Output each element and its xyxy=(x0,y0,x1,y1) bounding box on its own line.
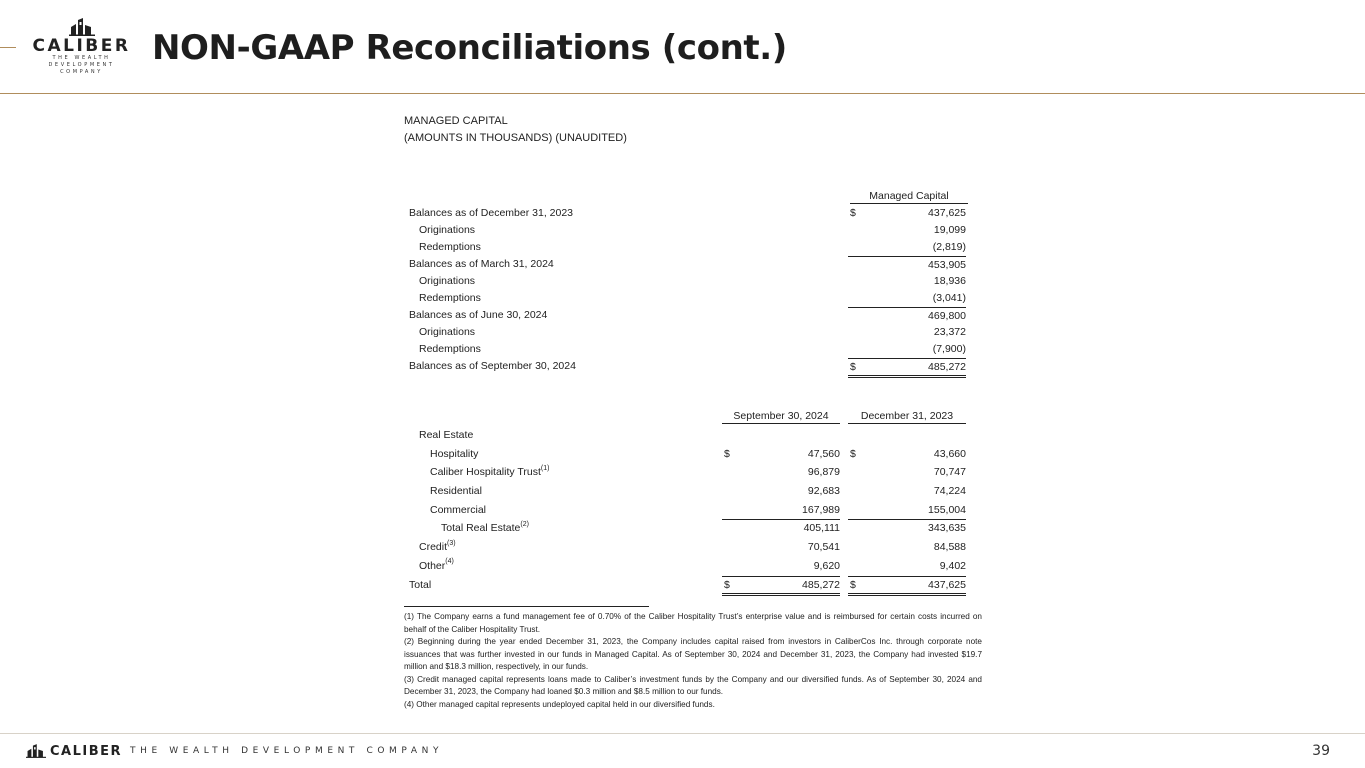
value-number: 485,272 xyxy=(802,578,840,591)
column-header-sep-2024: September 30, 2024 xyxy=(722,410,840,424)
value-number: 453,905 xyxy=(928,259,966,271)
section-heading-block xyxy=(404,113,627,147)
value-sep-2024 xyxy=(722,446,840,462)
footer-divider xyxy=(0,733,1365,734)
value-sep-2024 xyxy=(722,483,840,499)
value-dec-2023 xyxy=(848,576,966,596)
value-sep-2024 xyxy=(722,519,840,536)
row-label: Redemptions xyxy=(419,241,481,253)
row-label: Commercial xyxy=(430,503,487,516)
footer-tagline: THE WEALTH DEVELOPMENT COMPANY xyxy=(130,746,444,756)
value-number: 405,111 xyxy=(803,522,840,535)
row-label: Balances as of December 31, 2023 xyxy=(409,207,574,219)
value-dec-2023 xyxy=(848,558,966,574)
value-number: (3,041) xyxy=(932,292,966,304)
label-text: Credit xyxy=(419,541,448,554)
dollar-sign: $ xyxy=(724,578,730,591)
footnote-ref: (4) xyxy=(445,558,454,566)
value-sep-2024 xyxy=(722,464,840,480)
value-dec-2023 xyxy=(848,502,966,518)
row-label: Redemptions xyxy=(419,292,481,304)
dollar-sign: $ xyxy=(850,361,856,373)
row-label: Originations xyxy=(419,275,476,287)
footnote-1: (1) The Company earns a fund management fee of 0.70% of the Caliber Hospitality Trust’s enterprise value and is reimbursed for certain costs incurred on behalf of the Caliber Hospitality Trust. xyxy=(404,612,982,634)
row-value xyxy=(848,239,966,255)
value-number: 469,800 xyxy=(928,310,966,322)
dollar-sign: $ xyxy=(850,578,856,591)
value-number: 437,625 xyxy=(928,207,966,219)
row-label xyxy=(430,463,549,481)
value-dec-2023 xyxy=(848,446,966,462)
value-number: 485,272 xyxy=(928,361,966,373)
caliber-logo xyxy=(24,18,139,74)
table-row xyxy=(404,501,968,520)
value-sep-2024 xyxy=(722,558,840,574)
row-value xyxy=(848,256,966,273)
header-divider xyxy=(0,93,1365,94)
label-text: Caliber Hospitality Trust xyxy=(430,466,541,479)
footnote-ref: (2) xyxy=(520,520,529,528)
value-number: 19,099 xyxy=(933,224,966,236)
table-row xyxy=(404,239,968,256)
value-number: (7,900) xyxy=(932,343,966,355)
value-number: 343,635 xyxy=(928,522,966,535)
footnote-3: (3) Credit managed capital represents loans made to Caliber’s investment funds by the Company and our diversified funds. As of September 30, 2024 and December 31, 2023, the Company had loaned $0.3 million and $8.5 million to our funds. xyxy=(404,674,982,696)
table-row xyxy=(404,307,968,324)
value-number: 74,224 xyxy=(933,485,966,498)
building-logo-icon xyxy=(69,18,95,36)
table-row xyxy=(404,482,968,501)
row-label: Balances as of June 30, 2024 xyxy=(409,309,548,321)
header-accent-line xyxy=(0,47,16,48)
value-number: 47,560 xyxy=(807,447,840,460)
footnote-4: (4) Other managed capital represents undeployed capital held in our diversified funds. xyxy=(404,699,715,709)
row-value xyxy=(848,222,966,238)
row-label: Real Estate xyxy=(419,429,474,441)
dollar-sign: $ xyxy=(724,447,730,460)
table-row xyxy=(404,324,968,341)
section-heading: MANAGED CAPITAL xyxy=(404,115,508,127)
footer-brand xyxy=(26,742,443,760)
table-row xyxy=(404,290,968,307)
footnote-ref: (3) xyxy=(447,539,456,547)
value-number: 23,372 xyxy=(933,326,966,338)
value-number: 92,683 xyxy=(807,485,840,498)
value-number: (2,819) xyxy=(932,241,966,253)
value-number: 43,660 xyxy=(933,447,966,460)
value-number: 9,620 xyxy=(813,559,840,572)
value-number: 84,588 xyxy=(933,541,966,554)
row-value xyxy=(848,358,966,378)
table-row xyxy=(404,256,968,273)
row-label: Total xyxy=(409,578,432,591)
logo-tagline-line2: COMPANY xyxy=(60,69,103,75)
table-row xyxy=(404,576,968,595)
rollforward-column-header: Managed Capital xyxy=(850,190,968,204)
value-number: 96,879 xyxy=(807,466,840,479)
row-value xyxy=(848,324,966,340)
row-label: Hospitality xyxy=(430,447,479,460)
row-label xyxy=(441,519,529,537)
value-sep-2024 xyxy=(722,576,840,596)
value-dec-2023 xyxy=(848,519,966,536)
table-row xyxy=(404,222,968,239)
dollar-sign: $ xyxy=(850,447,856,460)
table-row xyxy=(404,273,968,290)
section-subheading: (AMOUNTS IN THOUSANDS) (UNAUDITED) xyxy=(404,132,627,144)
value-dec-2023 xyxy=(848,464,966,480)
column-header-dec-2023: December 31, 2023 xyxy=(848,410,966,424)
managed-capital-rollforward-table xyxy=(404,189,968,375)
rollforward-header-row xyxy=(404,189,968,205)
table-row xyxy=(404,341,968,358)
table-row xyxy=(404,557,968,576)
page-number: 39 xyxy=(1312,743,1330,759)
table-row xyxy=(404,426,968,445)
value-dec-2023 xyxy=(848,539,966,555)
logo-tagline-line1: THE WEALTH DEVELOPMENT xyxy=(48,55,115,68)
dollar-sign: $ xyxy=(850,207,856,219)
building-logo-icon xyxy=(26,744,46,758)
value-number: 167,989 xyxy=(802,503,840,516)
value-number: 437,625 xyxy=(928,578,966,591)
managed-capital-breakdown-table xyxy=(404,409,968,594)
row-value xyxy=(848,273,966,289)
row-label: Originations xyxy=(419,326,476,338)
table-row xyxy=(404,463,968,482)
row-label: Balances as of September 30, 2024 xyxy=(409,360,576,372)
table-row xyxy=(404,519,968,538)
footnote-2: (2) Beginning during the year ended December 31, 2023, the Company includes capital raised from investors in CaliberCos Inc. through corporate note issuances that was further invested in our funds in Managed Capital. As of September 30, 2024 and December 31, 2023, the Company had invested $19.7 million and $18.3 million, respectively, in our funds. xyxy=(404,637,982,671)
value-number: 18,936 xyxy=(933,275,966,287)
row-value xyxy=(848,290,966,306)
row-value xyxy=(848,341,966,357)
footnote-ref: (1) xyxy=(540,464,550,472)
label-text: Total Real Estate xyxy=(441,522,521,535)
table-row xyxy=(404,205,968,222)
value-number: 155,004 xyxy=(928,503,966,516)
row-value xyxy=(848,307,966,324)
value-number: 9,402 xyxy=(939,559,966,572)
value-sep-2024 xyxy=(722,539,840,555)
table-row xyxy=(404,358,968,375)
row-label xyxy=(419,538,456,556)
label-text: Other xyxy=(419,559,446,572)
footnotes xyxy=(404,611,982,711)
row-label: Residential xyxy=(430,485,482,498)
footer-wordmark: CALIBER xyxy=(50,743,123,759)
table-row xyxy=(404,538,968,557)
footnote-divider xyxy=(404,606,649,607)
table-row xyxy=(404,445,968,464)
breakdown-header-row xyxy=(404,409,968,426)
row-label: Originations xyxy=(419,224,476,236)
value-sep-2024 xyxy=(722,502,840,518)
value-number: 70,541 xyxy=(807,541,840,554)
value-dec-2023 xyxy=(848,483,966,499)
row-label: Balances as of March 31, 2024 xyxy=(409,258,554,270)
row-label xyxy=(419,557,454,575)
row-label: Redemptions xyxy=(419,343,481,355)
row-value xyxy=(848,205,966,221)
value-number: 70,747 xyxy=(933,466,966,479)
logo-wordmark: CALIBER xyxy=(32,36,131,56)
page-title: NON-GAAP Reconciliations (cont.) xyxy=(152,28,787,68)
